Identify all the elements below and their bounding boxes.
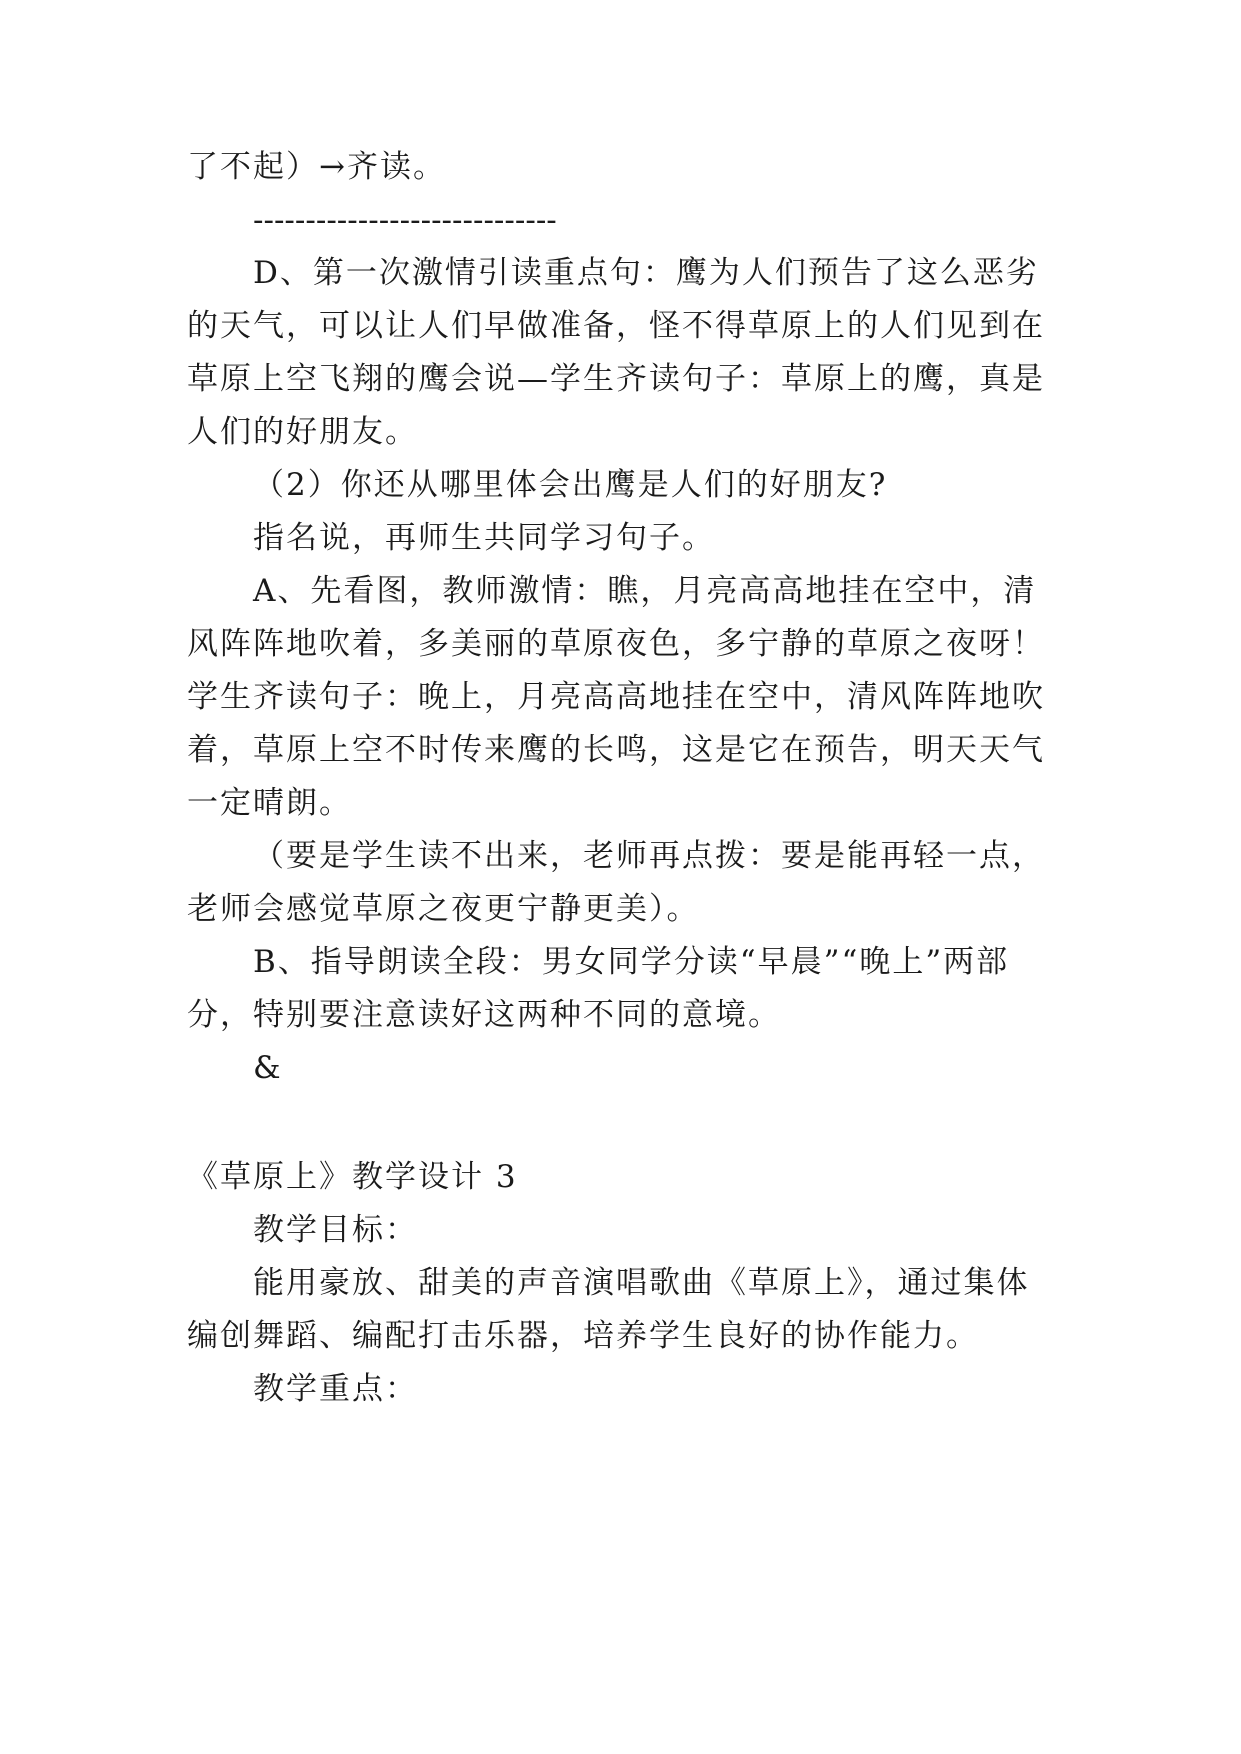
text-line: D、第一次激情引读重点句：鹰为人们预告了这么恶劣 xyxy=(253,255,1039,291)
section-heading: 《草原上》教学设计 3 xyxy=(187,1159,518,1195)
text-line: 的天气，可以让人们早做准备，怪不得草原上的人们见到在 xyxy=(187,308,1045,344)
section-subheading: 教学目标： xyxy=(253,1212,418,1248)
text-line: 着，草原上空不时传来鹰的长鸣，这是它在预告，明天天气 xyxy=(187,732,1045,768)
text-line: 学生齐读句子：晚上，月亮高高地挂在空中，清风阵阵地吹 xyxy=(187,679,1045,715)
text-line: 指名说，再师生共同学习句子。 xyxy=(253,520,715,556)
text-line: 分，特别要注意读好这两种不同的意境。 xyxy=(187,997,781,1033)
text-line: 老师会感觉草原之夜更宁静更美）。 xyxy=(187,891,700,927)
text-line: 能用豪放、甜美的声音演唱歌曲《草原上》，通过集体 xyxy=(253,1265,1030,1301)
text-line: 了不起）→齐读。 xyxy=(187,149,446,185)
text-line: 人们的好朋友。 xyxy=(187,414,418,450)
text-line: B、指导朗读全段：男女同学分读“早晨”“晚上”两部 xyxy=(253,944,1010,980)
text-line: （要是学生读不出来，老师再点拨：要是能再轻一点， xyxy=(253,838,1045,874)
text-line: 风阵阵地吹着，多美丽的草原夜色，多宁静的草原之夜呀！ xyxy=(187,626,1045,662)
text-line: 草原上空飞翔的鹰会说—学生齐读句子：草原上的鹰，真是 xyxy=(187,361,1045,397)
section-subheading: 教学重点： xyxy=(253,1371,418,1407)
divider-line: ----------------------------- xyxy=(253,202,557,238)
text-line: A、先看图，教师激情：瞧，月亮高高地挂在空中，清 xyxy=(253,573,1037,609)
ampersand-line: & xyxy=(253,1050,283,1086)
text-line: 编创舞蹈、编配打击乐器，培养学生良好的协作能力。 xyxy=(187,1318,979,1354)
text-line: （2）你还从哪里体会出鹰是人们的好朋友? xyxy=(253,467,888,503)
text-line: 一定晴朗。 xyxy=(187,785,352,821)
